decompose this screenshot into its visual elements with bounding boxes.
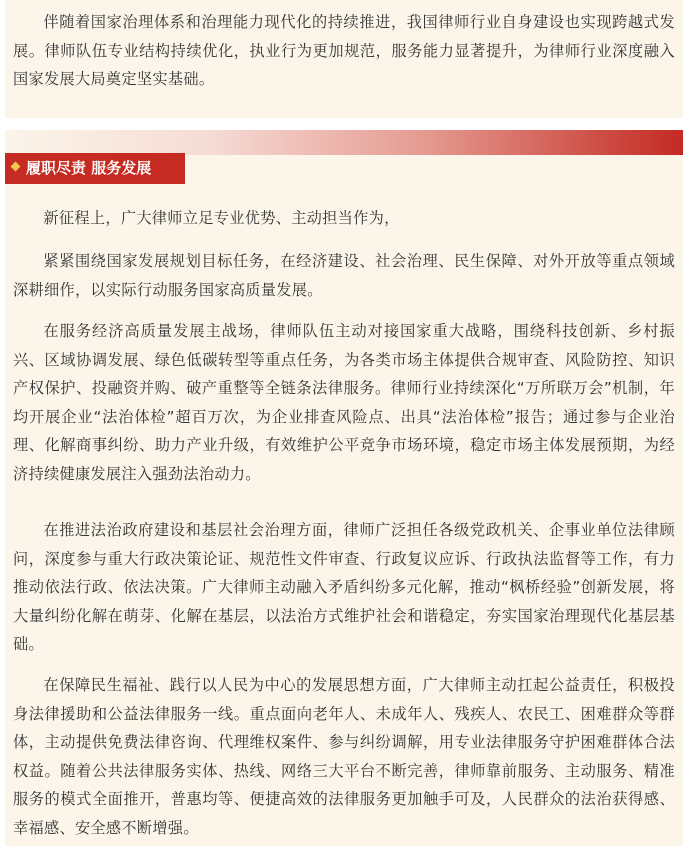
section-banner-stripe [5,130,683,155]
section-title: 履职尽责 服务发展 [26,159,152,177]
paragraph-2: 紧紧围绕国家发展规划目标任务，在经济建设、社会治理、民生保障、对外开放等重点领域深耕细作，以实际行动服务国家高质量发展。 [13,252,675,299]
paragraph-5: 在保障民生福祉、践行以人民为中心的发展思想方面，广大律师主动扛起公益责任，积极投身法律援助和公益法律服务一线。重点面向老年人、未成年人、残疾人、农民工、困难群众等群体，主动提供免费法律咨询、代理维权案件、参与纠纷调解，用专业法律服务守护困难群体合法权益。随着公共法律服务实体、热线、网络三大平台不断完善，律师靠前服务、主动服务、精准服务的模式全面推开，普惠均等、便捷高效的法律服务更加触手可及，人民群众的法治获得感、幸福感、安全感不断增强。 [13,676,675,837]
intro-paragraph: 伴随着国家治理体系和治理能力现代化的持续推进，我国律师行业自身建设也实现跨越式发展。律师队伍专业结构持续优化，执业行为更加规范，服务能力显著提升，为律师行业深度融入国家发展大局奠定坚实基础。 [13,13,675,88]
paragraph-1: 新征程上，广大律师立足专业优势、主动担当作为， [43,209,400,227]
paragraph-3: 在服务经济高质量发展主战场，律师队伍主动对接国家重大战略，围绕科技创新、乡村振兴、区域协调发展、绿色低碳转型等重点任务，为各类市场主体提供合规审查、风险防控、知识产权保护、投融资并购、破产重整等全链条法律服务。律师行业持续深化“万所联万会”机制，年均开展企业“法治体检”超百万次，为企业排查风险点、出具“法治体检”报告；通过参与企业治理、化解商事纠纷、助力产业升级，有效维护公平竞争市场环境，稳定市场主体发展预期，为经济持续健康发展注入强劲法治动力。 [13,322,675,483]
paragraph-4: 在推进法治政府建设和基层社会治理方面，律师广泛担任各级党政机关、企事业单位法律顾问，深度参与重大行政决策论证、规范性文件审查、行政复议应诉、行政执法监督等工作，有力推动依法行政、依法决策。广大律师主动融入矛盾纠纷多元化解，推动“枫桥经验”创新发展，将大量纠纷化解在萌芽、化解在基层，以法治方式维护社会和谐稳定，夯实国家治理现代化基层基础。 [13,521,675,653]
section-title-tab [5,153,185,184]
diamond-icon [11,162,21,172]
intro-card [5,0,683,118]
section-card [5,130,683,846]
